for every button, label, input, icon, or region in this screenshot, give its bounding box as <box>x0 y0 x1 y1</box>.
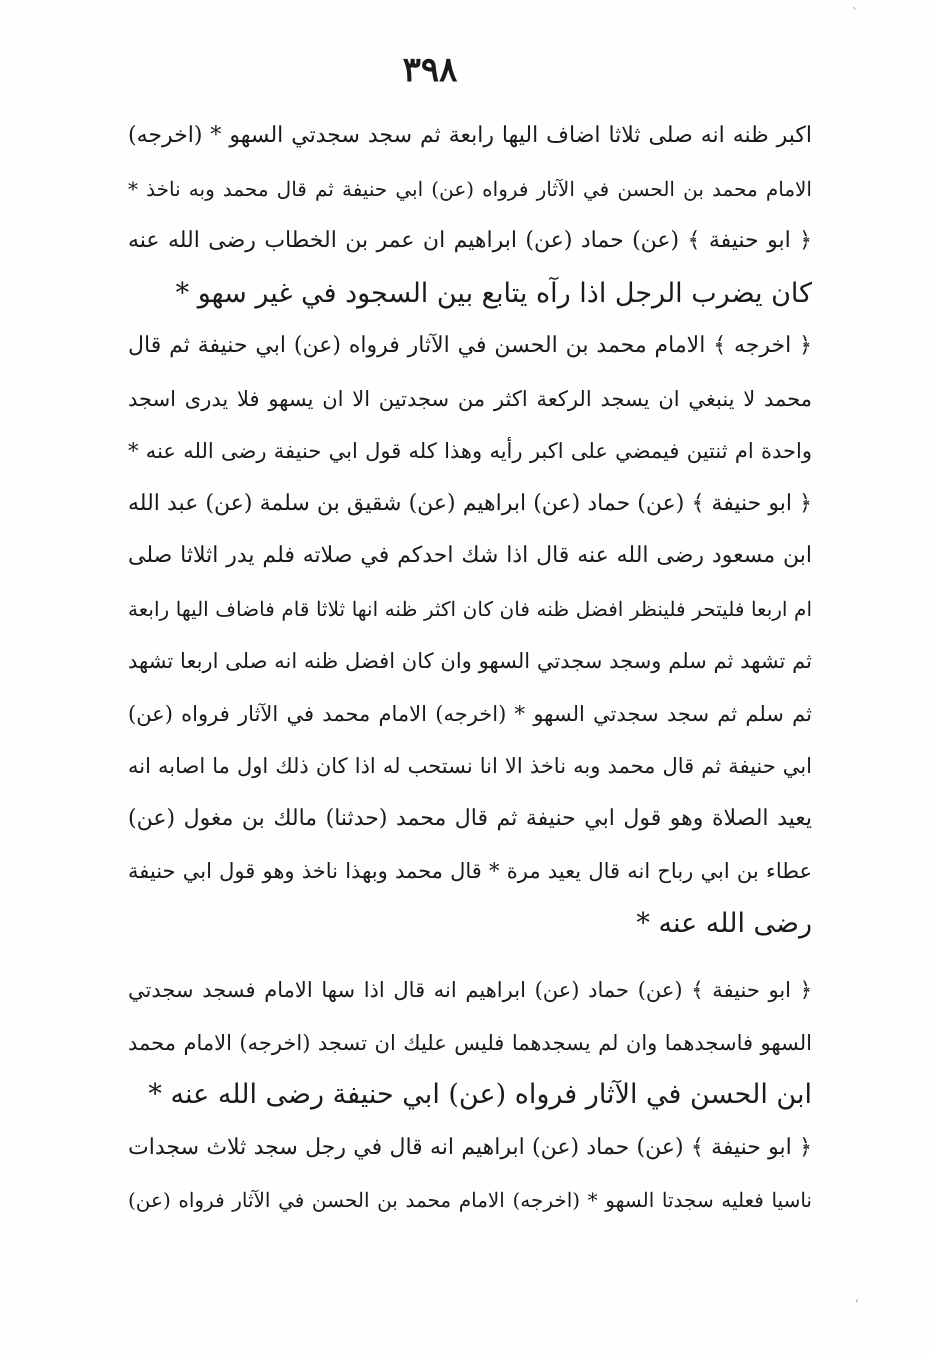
text-line: ناسيا فعليه سجدتا السهو * (اخرجه) الامام محمد بن الحسن في الآثار فرواه (عن) <box>128 1188 812 1212</box>
text-line: ام اربعا فليتحر فلينظر افضل ظنه فان كان اكثر ظنه انها ثلاثا قام فاضاف اليها رابعة <box>128 596 812 621</box>
scan-edge-mark: ` <box>852 6 858 20</box>
text-line: محمد لا ينبغي ان يسجد الركعة اكثر من سجدتين الا ان يسهو فلا يدری اسجد <box>128 386 812 411</box>
text-line: عطاء بن ابي رباح انه قال يعيد مرة * قال محمد وبهذا ناخذ وهو قول ابي حنيفة <box>128 859 812 883</box>
arabic-text-body <box>128 110 812 1227</box>
text-line: اكبر ظنه انه صلی ثلاثا اضاف اليها رابعة ثم سجد سجدتي السهو * (اخرجه) <box>128 123 812 148</box>
text-line: ثم تشهد ثم سلم وسجد سجدتي السهو وان كان افضل ظنه انه صلى اربعا تشهد <box>128 649 812 673</box>
paragraph-gap <box>128 950 812 964</box>
text-line: رضی الله عنه * <box>636 907 812 939</box>
text-line: كان يضرب الرجل اذا رآه يتابع بين السجود في غير سهو * <box>175 277 812 309</box>
text-line: ﴿ اخرجه ﴾ الامام محمد بن الحسن في الآثار فرواه (عن) ابي حنيفة ثم قال <box>128 333 812 358</box>
text-line: ابن الحسن في الآثار فرواه (عن) ابي حنيفة رضی الله عنه * <box>148 1079 812 1110</box>
text-line: ﴿ ابو حنيفة ﴾ (عن) حماد (عن) ابراهيم انه قال اذا سها الامام فسجد سجدتي <box>128 978 812 1002</box>
text-line: السهو فاسجدهما وان لم يسجدهما فليس عليك ان تسجد (اخرجه) الامام محمد <box>128 1030 812 1055</box>
text-line: ثم سلم ثم سجد سجدتي السهو * (اخرجه) الامام محمد في الآثار فرواه (عن) <box>128 701 812 726</box>
text-line: ابن مسعود رضی الله عنه قال اذا شك احدكم في صلاته فلم يدر اثلاثا صلی <box>128 543 812 568</box>
text-line: ﴿ ابو حنيفة ﴾ (عن) حماد (عن) ابراهيم انه قال في رجل سجد ثلاث سجدات <box>128 1134 812 1160</box>
text-line: ﴿ ابو حنيفة ﴾ (عن) حماد (عن) ابراهيم ان عمر بن الخطاب رضی الله عنه <box>128 228 812 253</box>
text-line: الامام محمد بن الحسن في الآثار فرواه (عن) ابي حنيفة ثم قال محمد وبه ناخذ * <box>128 176 812 201</box>
text-line: ﴿ ابو حنيفة ﴾ (عن) حماد (عن) ابراهيم (عن) شقيق بن سلمة (عن) عبد الله <box>128 490 812 516</box>
text-line: يعيد الصلاة وهو قول ابي حنيفة ثم قال محمد (حدثنا) مالك بن مغول (عن) <box>128 805 812 831</box>
text-line: ابي حنيفة ثم قال محمد وبه ناخذ الا انا نستحب له اذا كان ذلك اول ما اصابه انه <box>128 754 812 778</box>
text-line: واحدة ام ثنتين فيمضي على اكبر رأيه وهذا كله قول ابي حنيفة رضی الله عنه * <box>128 439 812 463</box>
page-number: ٣٩٨ <box>402 50 458 90</box>
scan-edge-mark: , <box>855 1290 859 1304</box>
